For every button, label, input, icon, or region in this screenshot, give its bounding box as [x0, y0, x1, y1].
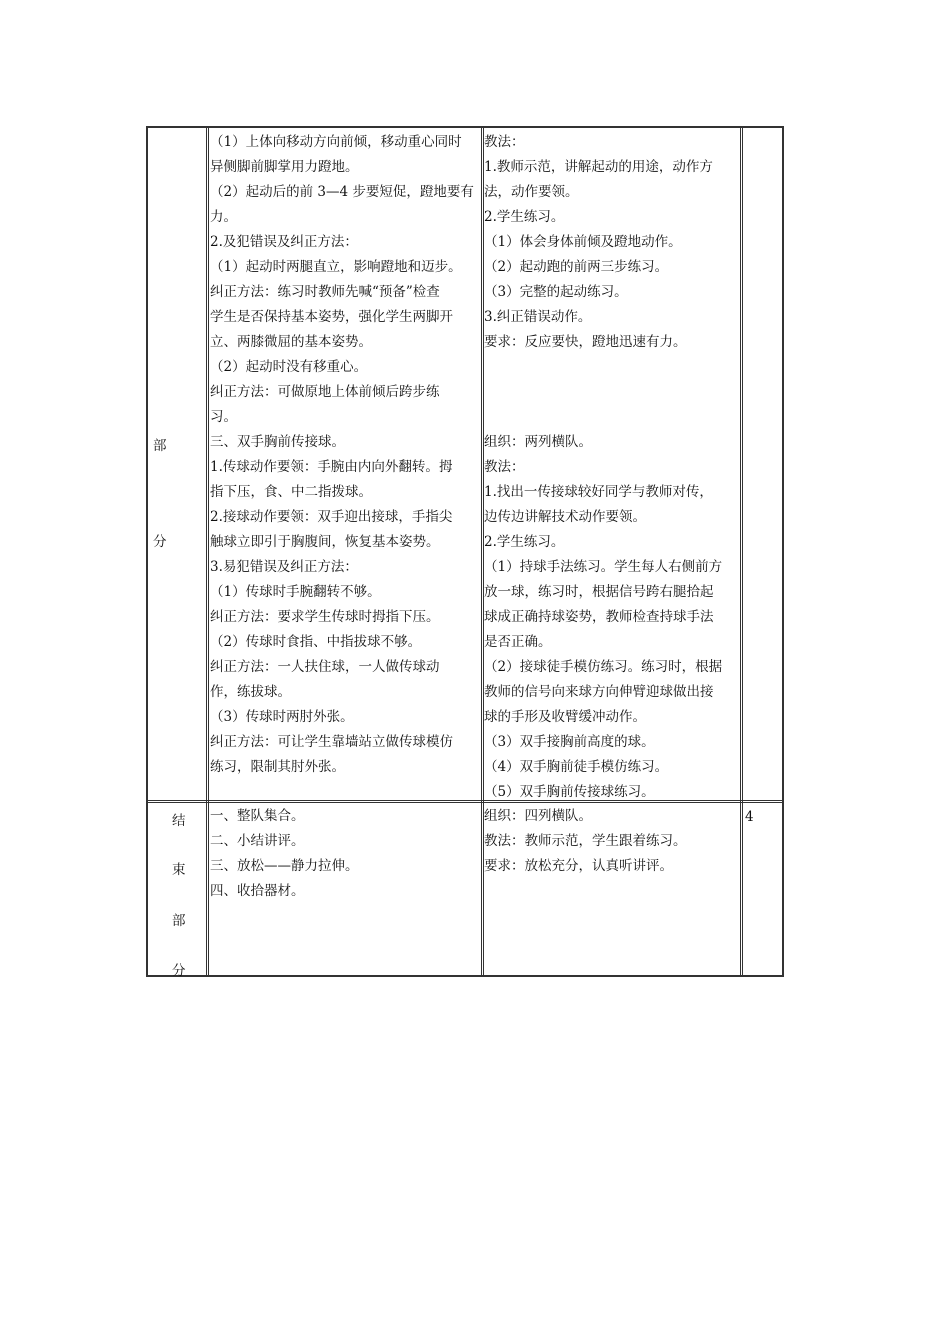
section-label-char: 分	[153, 534, 167, 550]
text-line: 2.学生练习。	[484, 209, 565, 225]
text-line: （1）体会身体前倾及蹬地动作。	[484, 234, 682, 250]
text-line: 习。	[210, 409, 237, 425]
text-line: 2.学生练习。	[484, 534, 565, 550]
text-line: 3.纠正错误动作。	[484, 309, 592, 325]
text-line: 是否正确。	[484, 634, 552, 650]
text-line: （2）传球时食指、中指拔球不够。	[210, 634, 422, 650]
text-line: 三、双手胸前传接球。	[210, 434, 345, 450]
text-line: 异侧脚前脚掌用力蹬地。	[210, 159, 359, 175]
text-line: 纠正方法：要求学生传球时拇指下压。	[210, 609, 440, 625]
text-line: 放一球，练习时，根据信号跨右腿拾起	[484, 584, 714, 600]
text-line: （2）起动时没有移重心。	[210, 359, 368, 375]
text-line: 教师的信号向来球方向伸臂迎球做出接	[484, 684, 714, 700]
text-line: （3）传球时两肘外张。	[210, 709, 354, 725]
text-line: （1）上体向移动方向前倾，移动重心同时	[210, 134, 462, 150]
text-line: 2.及犯错误及纠正方法：	[210, 234, 358, 250]
text-line	[484, 405, 722, 430]
text-line: 组织：四列横队。	[484, 808, 592, 824]
text-line: 力。	[210, 209, 237, 225]
column-divider	[206, 128, 209, 975]
text-line	[484, 355, 722, 380]
text-line: （3）双手接胸前高度的球。	[484, 734, 655, 750]
text-line: （2）起动跑的前两三步练习。	[484, 259, 669, 275]
text-line: 触球立即引于胸腹间，恢复基本姿势。	[210, 534, 440, 550]
text-line: 要求：放松充分，认真听讲评。	[484, 858, 673, 874]
text-line: （2）起动后的前 3—4 步要短促，蹬地要有	[210, 184, 474, 200]
text-line: 1.教师示范，讲解起动的用途，动作方	[484, 159, 713, 175]
text-line: （1）起动时两腿直立，影响蹬地和迈步。	[210, 259, 462, 275]
section-label-char: 结	[172, 813, 186, 829]
text-line: 二、小结讲评。	[210, 833, 305, 849]
column-divider	[740, 128, 743, 975]
text-line: 3.易犯错误及纠正方法：	[210, 559, 358, 575]
text-line: 教法：教师示范，学生跟着练习。	[484, 833, 687, 849]
text-line: 球成正确持球姿势，教师检查持球手法	[484, 609, 714, 625]
text-line: 边传边讲解技术动作要领。	[484, 509, 646, 525]
text-line: 指下压，食、中二指拨球。	[210, 484, 372, 500]
text-line: （1）传球时手腕翻转不够。	[210, 584, 381, 600]
ending-part-method	[484, 804, 687, 879]
section-label-char: 分	[172, 963, 186, 979]
text-line: 组织：两列横队。	[484, 434, 592, 450]
text-line: 四、收拾器材。	[210, 883, 305, 899]
text-line: 1.找出一传接球较好同学与教师对传，	[484, 484, 713, 500]
text-line: （4）双手胸前徒手模仿练习。	[484, 759, 669, 775]
text-line: 立、两膝微屈的基本姿势。	[210, 334, 372, 350]
text-line	[484, 380, 722, 405]
text-line: 1.传球动作要领：手腕由内向外翻转。拇	[210, 459, 453, 475]
text-line: 2.接球动作要领：双手迎出接球，手指尖	[210, 509, 453, 525]
text-line: （2）接球徒手模仿练习。练习时，根据	[484, 659, 723, 675]
text-line: 球的手形及收臂缓冲动作。	[484, 709, 646, 725]
text-line: 要求：反应要快，蹬地迅速有力。	[484, 334, 687, 350]
text-line: 纠正方法：可做原地上体前倾后跨步练	[210, 384, 440, 400]
text-line: 作，练拔球。	[210, 684, 291, 700]
text-line: 学生是否保持基本姿势，强化学生两脚开	[210, 309, 453, 325]
text-line: 教法：	[484, 459, 525, 475]
basic-part-content	[210, 130, 474, 780]
text-line: 练习，限制其肘外张。	[210, 759, 345, 775]
text-line: 三、放松——静力拉伸。	[210, 858, 359, 874]
text-line: 一、整队集合。	[210, 808, 305, 824]
section-label-char: 束	[172, 862, 186, 878]
text-line: 教法：	[484, 134, 525, 150]
time-value: 4	[745, 809, 754, 825]
text-line: （3）完整的起动练习。	[484, 284, 628, 300]
text-line: 纠正方法：可让学生靠墙站立做传球模仿	[210, 734, 453, 750]
ending-part-content	[210, 804, 359, 904]
text-line: 法，动作要领。	[484, 184, 579, 200]
text-line: （5）双手胸前传接球练习。	[484, 784, 655, 800]
section-label-char: 部	[172, 913, 186, 929]
section-label-char: 部	[153, 438, 167, 454]
text-line: 纠正方法：一人扶住球，一人做传球动	[210, 659, 440, 675]
text-line: （1）持球手法练习。学生每人右侧前方	[484, 559, 723, 575]
basic-part-method	[484, 130, 722, 805]
lesson-plan-table	[146, 126, 784, 977]
text-line: 纠正方法：练习时教师先喊“预备”检查	[210, 284, 440, 300]
